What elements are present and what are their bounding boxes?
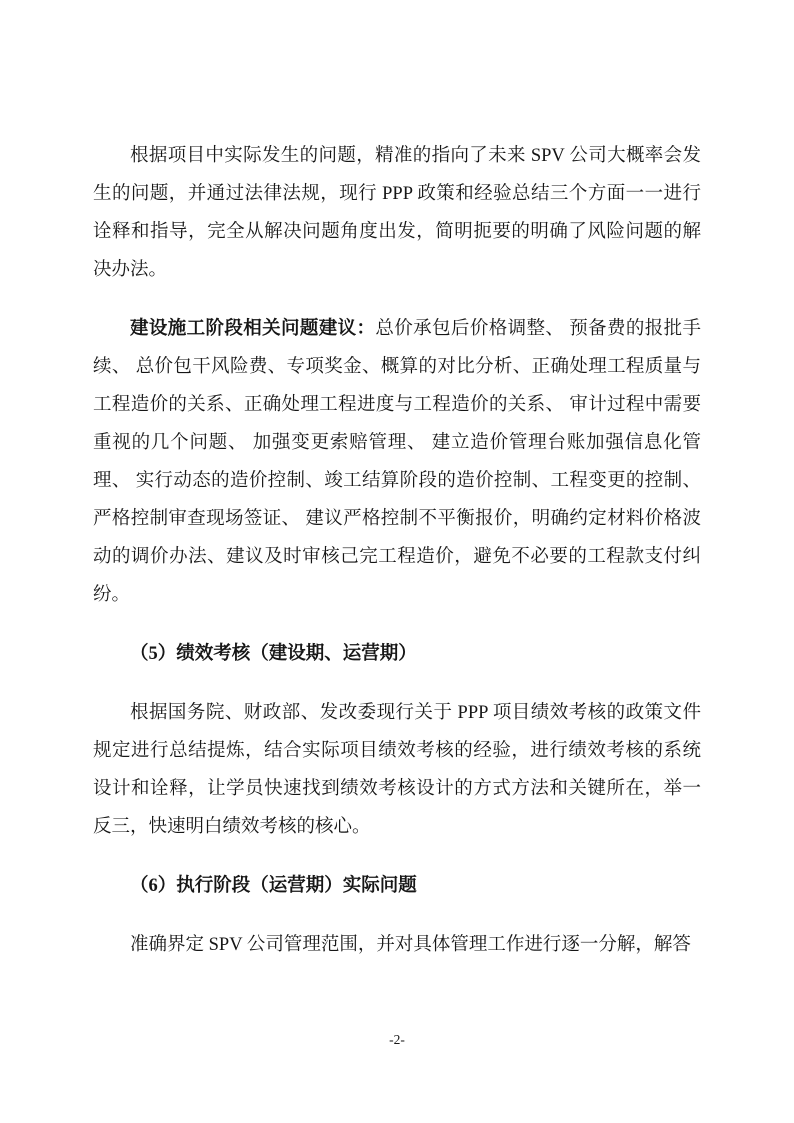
- paragraph-bold-lead: 建设施工阶段相关问题建议：: [130, 319, 376, 339]
- paragraph-construction-stage-suggestions: [93, 310, 701, 614]
- paragraph-spv-management-scope: 准确界定 SPV 公司管理范围，并对具体管理工作进行逐一分解，解答: [130, 935, 691, 955]
- paragraph-body-text: 总价承包后价格调整、 预备费的报批手续、 总价包干风险费、专项奖金、概算的对比分析、正确处理工程质量与工程造价的关系、正确处理工程进度与工程造价的关系、 审计过程中需要重视的几个问题、 加强变更索赔管理、 建立造价管理台账加强信息化管理、 实行动态的造价控制、竣工结算阶段的造价控制、工程变更的控制、严格控制审查现场签证、 建议严格控制不平衡报价，明确约定材料价格波动的调价办法、建议及时审核己完工程造价，避免不必要的工程款支付纠纷。: [93, 319, 701, 605]
- section-heading-5-performance-assessment: （5）绩效考核（建设期、运营期）: [130, 644, 417, 664]
- section-heading-6-execution-stage: （6）执行阶段（运营期）实际问题: [130, 876, 417, 896]
- paragraph-performance-assessment: 根据国务院、财政部、发改委现行关于 PPP 项目绩效考核的政策文件规定进行总结提炼，结合实际项目绩效考核的经验，进行绩效考核的系统设计和诠释，让学员快速找到绩效考核设计的方式方法和关键所在，举一反三，快速明白绩效考核的核心。: [93, 703, 701, 837]
- page-number: -2-: [389, 1032, 405, 1047]
- paragraph-risk-solutions: 根据项目中实际发生的问题，精准的指向了未来 SPV 公司大概率会发生的问题，并通过法律法规，现行 PPP 政策和经验总结三个方面一一进行诠释和指导，完全从解决问题角度出发，简明扼要的明确了风险问题的解决办法。: [93, 146, 701, 280]
- document-body: [93, 137, 701, 985]
